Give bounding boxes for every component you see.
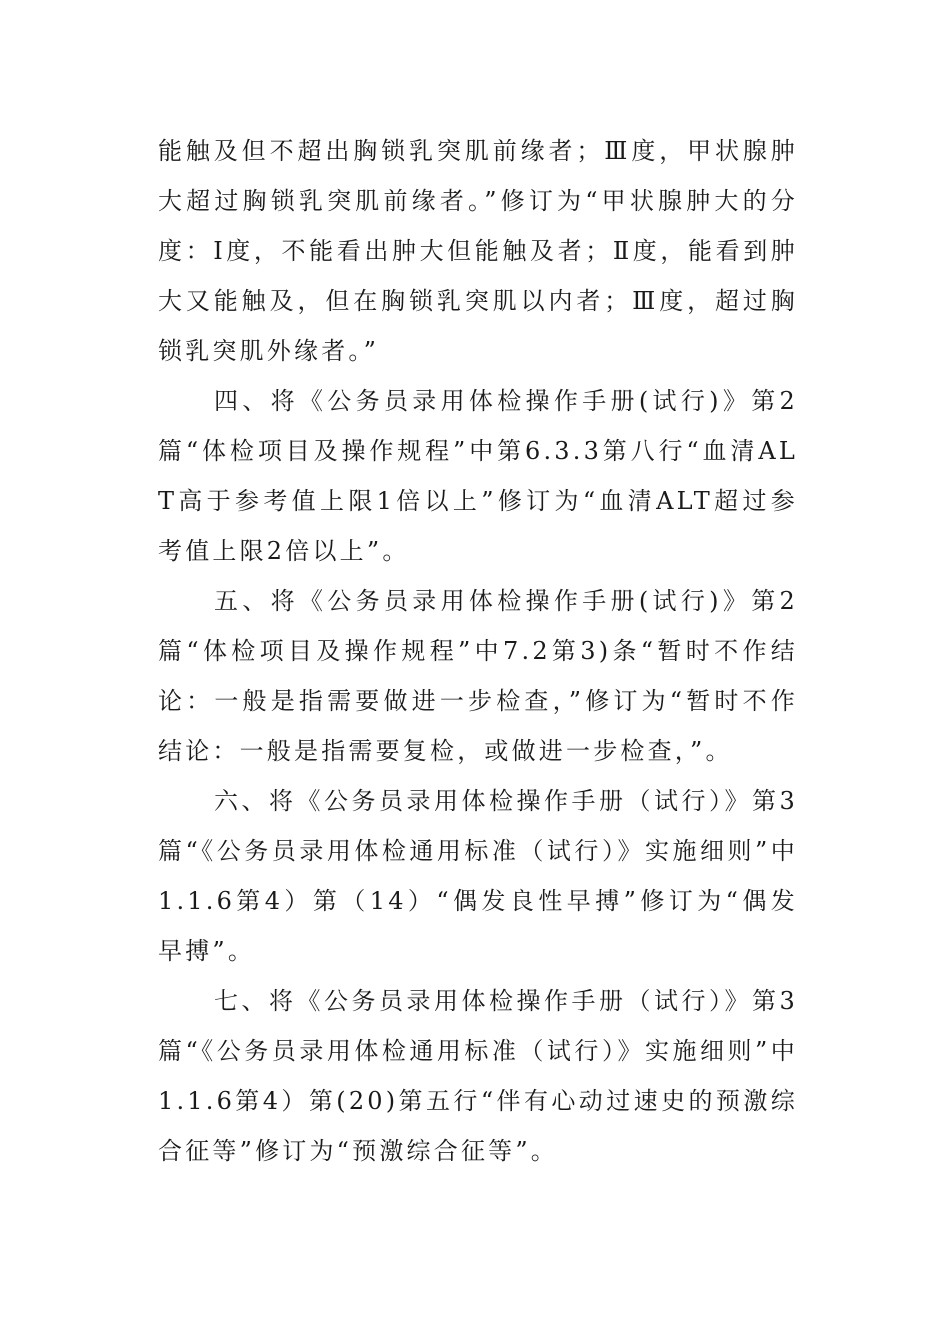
paragraph-item-5: 五、将《公务员录用体检操作手册(试行)》第2篇“体检项目及操作规程”中7.2第3)条“暂时不作结论：一般是指需要做进一步检查，”修订为“暂时不作结论：一般是指需要复检，或做进一步检查，”。 xyxy=(158,587,798,765)
paragraph-item-6: 六、将《公务员录用体检操作手册（试行）》第3篇“《公务员录用体检通用标准（试行）》实施细则”中1.1.6第4）第（14）“偶发良性早搏”修订为“偶发早搏”。 xyxy=(158,787,798,965)
paragraph-continuation: 能触及但不超出胸锁乳突肌前缘者；Ⅲ度，甲状腺肿大超过胸锁乳突肌前缘者。”修订为“甲状腺肿大的分度：Ⅰ度，不能看出肿大但能触及者；Ⅱ度，能看到肿大又能触及，但在胸锁乳突肌以内者；Ⅲ度，超过胸锁乳突肌外缘者。” xyxy=(158,137,798,365)
paragraph-item-4: 四、将《公务员录用体检操作手册(试行)》第2篇“体检项目及操作规程”中第6.3.3第八行“血清ALT高于参考值上限1倍以上”修订为“血清ALT超过参考值上限2倍以上”。 xyxy=(158,387,798,565)
paragraph-item-7: 七、将《公务员录用体检操作手册（试行）》第3篇“《公务员录用体检通用标准（试行）》实施细则”中1.1.6第4）第(20)第五行“伴有心动过速史的预激综合征等”修订为“预激综合征等”。 xyxy=(158,987,798,1165)
document-body xyxy=(158,126,798,1176)
